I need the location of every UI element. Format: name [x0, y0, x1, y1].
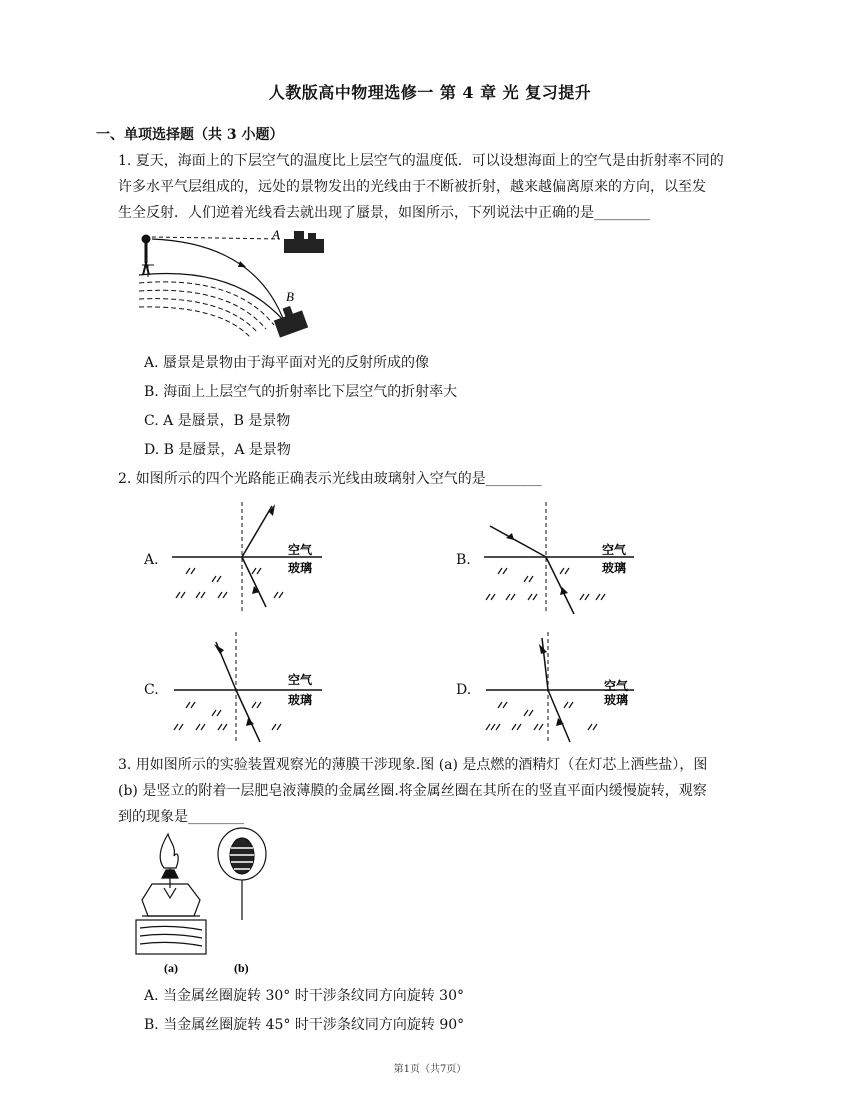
page-footer: 第1页（共7页） [393, 1064, 467, 1075]
q2-option-c-label[interactable]: C. [144, 682, 159, 698]
glass-label: 玻璃 [604, 693, 629, 707]
q3-apparatus-figure [134, 828, 274, 978]
air-label: 空气 [288, 543, 313, 557]
q2-diagram-a[interactable] [172, 502, 332, 612]
air-label: 空气 [602, 543, 627, 557]
alcohol-lamp [136, 834, 206, 954]
label-a: A [272, 227, 280, 242]
q3-option-a[interactable]: A. 当金属丝圈旋转 30° 时干涉条纹同方向旋转 30° [144, 988, 464, 1004]
q1-stem-line: 生全反射．人们逆着光线看去就出现了蜃景，如图所示，下列说法中正确的是________ [118, 205, 650, 221]
q1-option-a[interactable]: A. 蜃景是景物由于海平面对光的反射所成的像 [144, 355, 430, 371]
section-heading: 一、单项选择题（共 3 小题） [96, 127, 284, 143]
air-label: 空气 [604, 679, 629, 693]
air-label: 空气 [288, 673, 313, 687]
glass-hatch [174, 702, 281, 730]
soap-film-ring [218, 828, 266, 920]
fig-label-b: (b) [234, 961, 249, 975]
q1-stem-line: 许多水平气层组成的，远处的景物发出的光线由于不断被折射，越来越偏离原来的方向，以至发 [118, 179, 706, 195]
glass-label: 玻璃 [288, 561, 313, 575]
q2-diagram-d[interactable] [484, 632, 644, 747]
q1-option-d[interactable]: D. B 是蜃景，A 是景物 [144, 442, 291, 458]
distant-building [284, 231, 324, 253]
q2-stem: 2. 如图所示的四个光路能正确表示光线由玻璃射入空气的是________ [118, 471, 542, 487]
q2-option-b-label[interactable]: B. [456, 552, 471, 568]
q3-option-b[interactable]: B. 当金属丝圈旋转 45° 时干涉条纹同方向旋转 90° [144, 1017, 465, 1033]
q2-diagram-b[interactable] [484, 502, 644, 612]
q2-option-a-label[interactable]: A. [144, 552, 159, 568]
q1-stem-line: 1. 夏天，海面上的下层空气的温度比上层空气的温度低．可以设想海面上的空气是由折射率不同的 [118, 153, 724, 169]
fig-label-a: (a) [164, 961, 178, 975]
q3-stem [118, 752, 766, 830]
glass-hatch [176, 568, 283, 598]
glass-label: 玻璃 [602, 561, 627, 575]
page-title: 人教版高中物理选修一 第 4 章 光 复习提升 [268, 83, 592, 102]
glass-hatch [486, 702, 597, 730]
label-b: B [286, 289, 294, 304]
q1-option-b[interactable]: B. 海面上上层空气的折射率比下层空气的折射率大 [144, 384, 458, 400]
q2-diagram-c[interactable] [172, 632, 332, 747]
q3-stem-line: (b) 是竖立的附着一层肥皂液薄膜的金属丝圈.将金属丝圈在其所在的竖直平面内缓慢旋转，观察 [118, 783, 707, 799]
q3-stem-line: 到的现象是________ [118, 809, 244, 825]
q2-option-d-label[interactable]: D. [456, 682, 472, 698]
q1-mirage-figure [134, 225, 334, 345]
q1-stem [118, 148, 766, 226]
q1-option-c[interactable]: C. A 是蜃景，B 是景物 [144, 413, 291, 429]
glass-label: 玻璃 [288, 693, 313, 707]
q3-stem-line: 3. 用如图所示的实验装置观察光的薄膜干涉现象.图 (a) 是点燃的酒精灯（在灯芯上洒些盐），图 [118, 757, 708, 773]
